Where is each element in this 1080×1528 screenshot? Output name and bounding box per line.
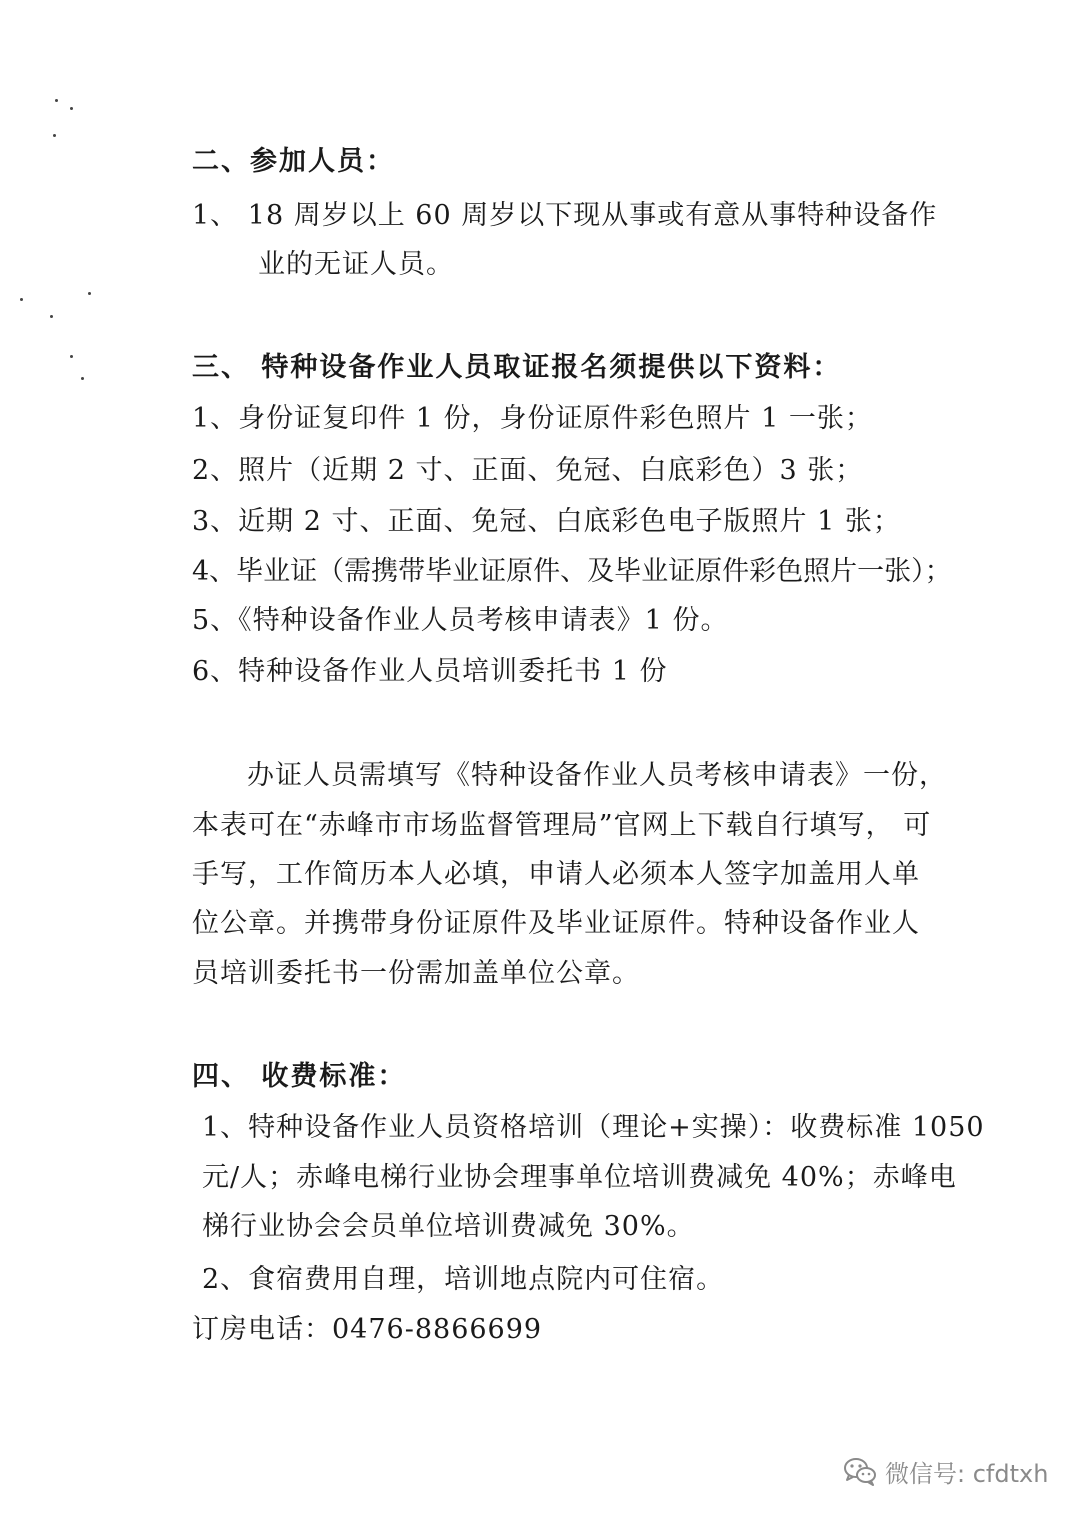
scan-speck xyxy=(81,377,84,380)
section-3-item-2: 2、照片（近期 2 寸、正面、免冠、白底彩色）3 张； xyxy=(192,455,864,486)
scan-speck xyxy=(55,99,58,102)
section-4-item-2: 2、食宿费用自理，培训地点院内可住宿。 xyxy=(202,1264,725,1295)
paragraph-line-5: 员培训委托书一份需加盖单位公章。 xyxy=(192,958,640,989)
section-2-item-1-line-2: 业的无证人员。 xyxy=(258,249,454,280)
scan-speck xyxy=(50,315,53,318)
paragraph-line-4: 位公章。并携带身份证原件及毕业证原件。特种设备作业人 xyxy=(192,908,920,939)
wechat-watermark xyxy=(843,1451,1048,1491)
section-4-heading: 四、 收费标准： xyxy=(192,1061,407,1092)
section-4-item-1-line-3: 梯行业协会会员单位培训费减免 30%。 xyxy=(202,1211,695,1242)
section-3-item-6: 6、特种设备作业人员培训委托书 1 份 xyxy=(192,656,668,687)
paragraph-line-2: 本表可在“赤峰市市场监督管理局”官网上下载自行填写， 可 xyxy=(192,810,932,841)
section-3-item-4: 4、毕业证（需携带毕业证原件、及毕业证原件彩色照片一张）； xyxy=(192,556,952,587)
scan-speck xyxy=(20,298,23,301)
scan-speck xyxy=(70,107,73,110)
paragraph-line-3: 手写，工作简历本人必填，申请人必须本人签字加盖用人单 xyxy=(192,859,920,890)
scan-speck xyxy=(53,134,56,137)
section-3-item-1: 1、身份证复印件 1 份，身份证原件彩色照片 1 一张； xyxy=(192,403,873,434)
wechat-icon xyxy=(843,1456,877,1486)
section-3-item-3: 3、近期 2 寸、正面、免冠、白底彩色电子版照片 1 张； xyxy=(192,506,901,537)
scan-speck xyxy=(88,292,91,295)
section-4-item-1-line-2: 元/人；赤峰电梯行业协会理事单位培训费减免 40%；赤峰电 xyxy=(202,1162,957,1193)
wechat-id-text: 微信号: cfdtxh xyxy=(885,1459,1049,1488)
section-4-item-1-line-1: 1、特种设备作业人员资格培训（理论+实操）：收费标准 1050 xyxy=(202,1112,985,1143)
section-2-item-1-line-1: 1、 18 周岁以上 60 周岁以下现从事或有意从事特种设备作 xyxy=(192,200,938,231)
section-3-item-5: 5、《特种设备作业人员考核申请表》1 份。 xyxy=(192,605,729,636)
booking-phone: 订房电话：0476-8866699 xyxy=(192,1314,543,1345)
paragraph-line-1: 办证人员需填写《特种设备作业人员考核申请表》一份， xyxy=(247,760,947,791)
section-2-heading: 二、参加人员： xyxy=(192,146,395,177)
section-3-heading: 三、 特种设备作业人员取证报名须提供以下资料： xyxy=(192,352,842,383)
scan-speck xyxy=(70,355,73,358)
